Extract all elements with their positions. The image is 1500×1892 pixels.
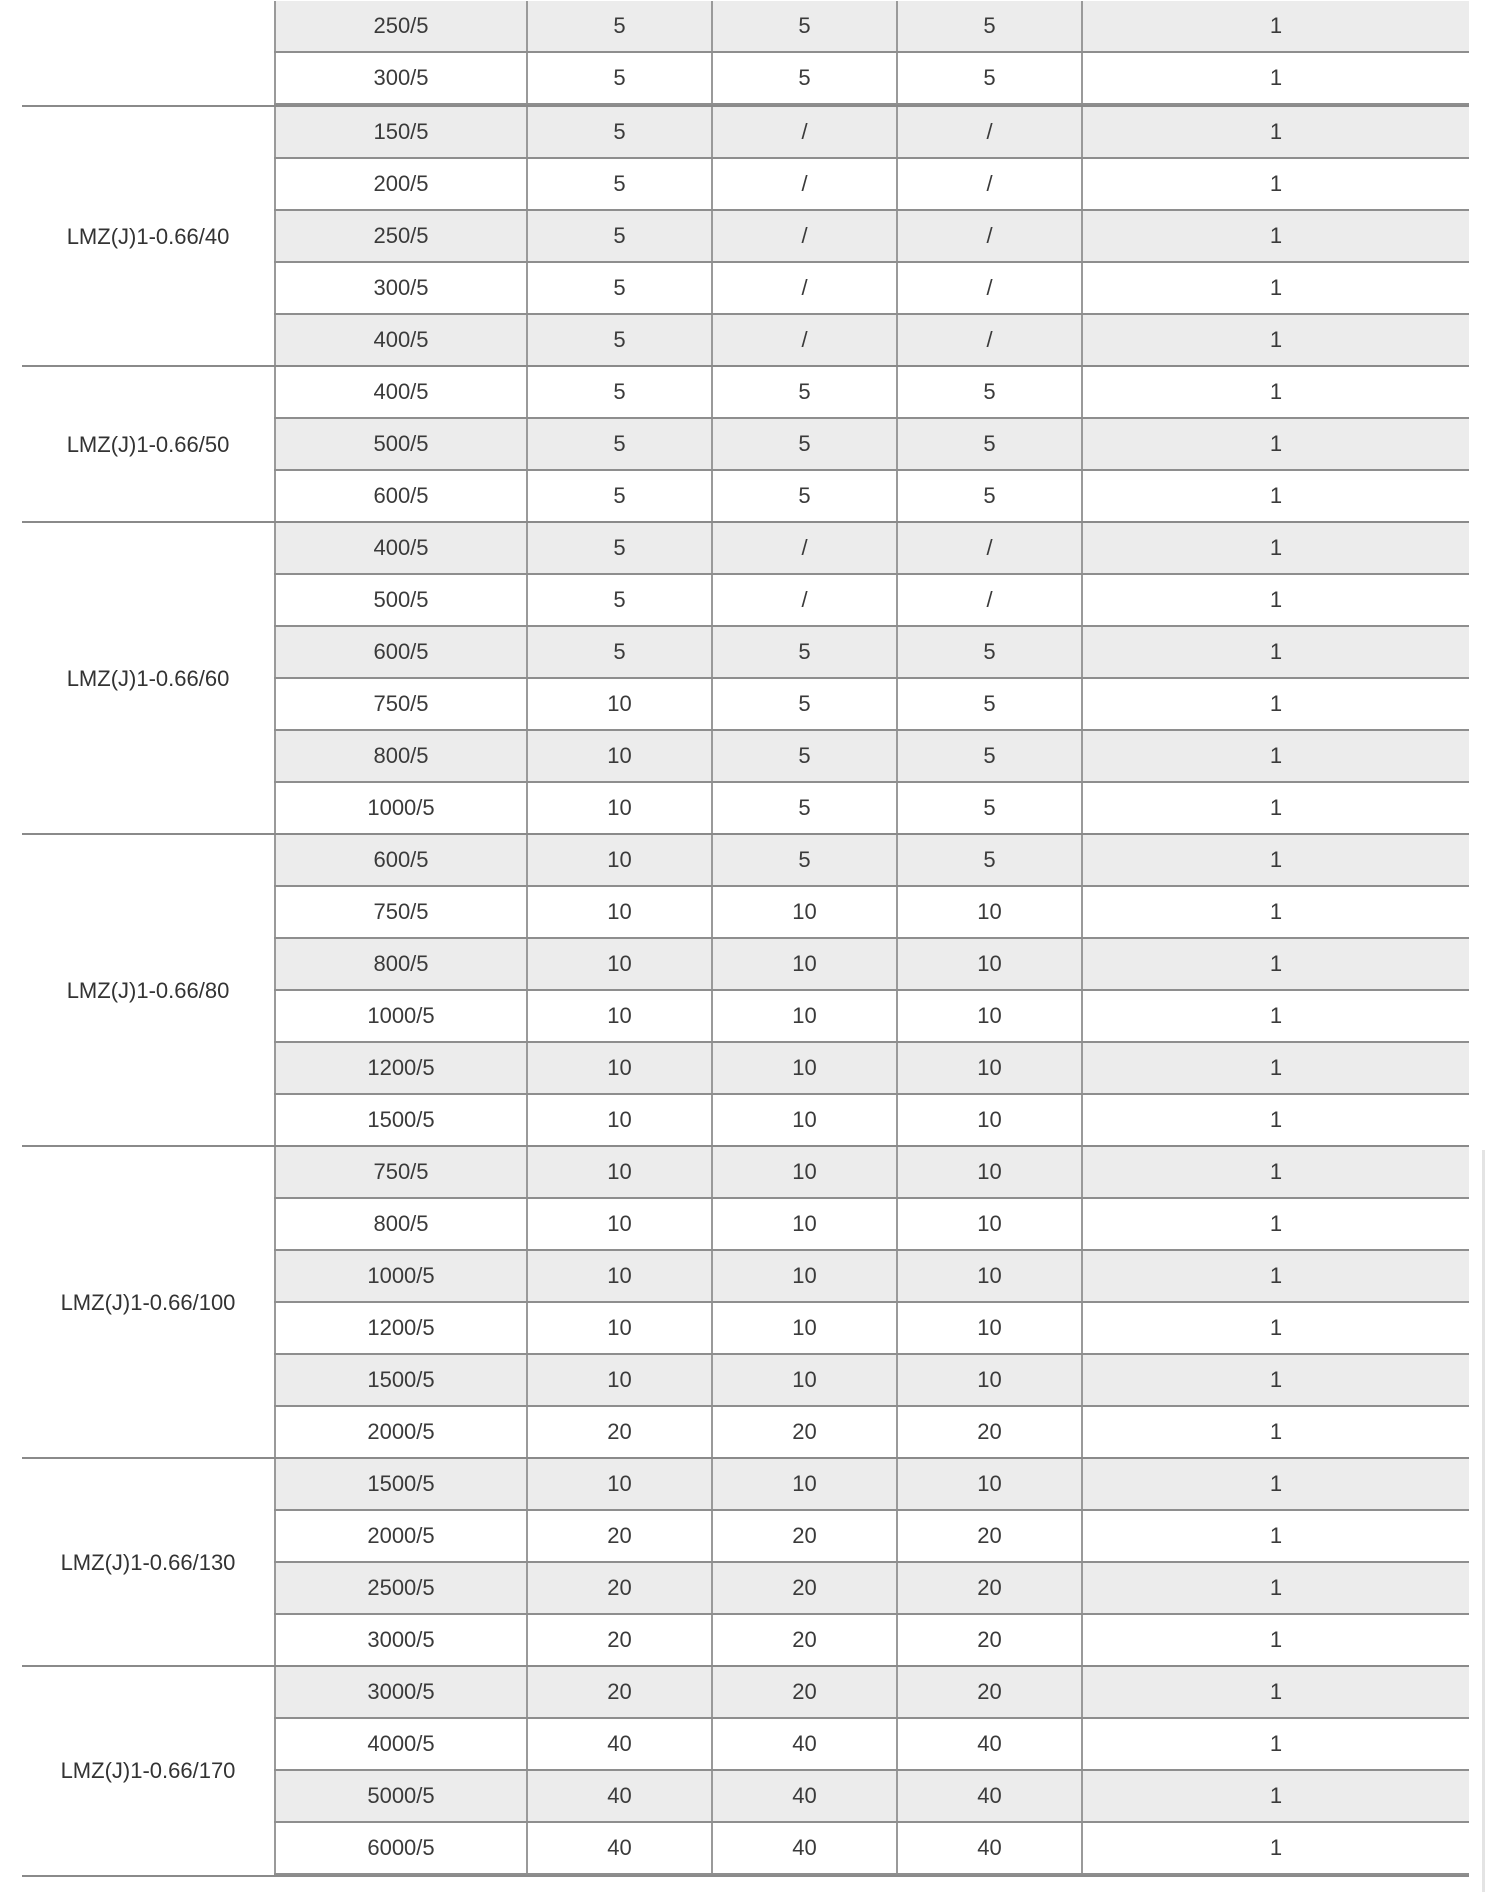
table-row [274, 107, 1469, 159]
value-cell-c: 5 [898, 1, 1083, 51]
value-cell-d: 1 [1269, 1783, 1283, 1808]
value-cell-c: 10 [898, 1147, 1083, 1197]
value-cell-d: 1 [1269, 951, 1283, 976]
value-cell-d: 1 [1269, 1835, 1283, 1860]
ratio-cell: 4000/5 [274, 1719, 528, 1769]
value-cell-d: 1 [1269, 743, 1283, 768]
value-cell-a: 40 [528, 1771, 713, 1821]
value-cell-c: / [898, 211, 1083, 261]
ratio-cell: 5000/5 [274, 1771, 528, 1821]
value-cell-c: 5 [898, 731, 1083, 781]
value-cell-a: 20 [528, 1511, 713, 1561]
value-cell-b: 40 [713, 1719, 898, 1769]
ratio-cell: 1200/5 [274, 1303, 528, 1353]
value-cell-d: 1 [1269, 1523, 1283, 1548]
table-row [274, 263, 1469, 315]
model-cell: LMZ(J)1-0.66/170 [60, 1758, 236, 1783]
value-cell-d: 1 [1269, 587, 1283, 612]
model-cell: LMZ(J)1-0.66/60 [66, 666, 230, 691]
value-cell-c: 5 [898, 367, 1083, 417]
value-cell-c: 5 [898, 471, 1083, 521]
table-row [274, 783, 1469, 835]
table-row [274, 1667, 1469, 1719]
ratio-cell: 750/5 [274, 679, 528, 729]
ratio-cell: 300/5 [274, 263, 528, 313]
value-cell-a: 5 [528, 471, 713, 521]
value-cell-a: 10 [528, 1043, 713, 1093]
value-cell-c: / [898, 523, 1083, 573]
value-cell-d: 1 [1269, 535, 1283, 560]
value-cell-d: 1 [1269, 1471, 1283, 1496]
value-cell-d: 1 [1269, 119, 1283, 144]
value-cell-b: 5 [713, 835, 898, 885]
ratio-cell: 750/5 [274, 887, 528, 937]
value-cell-c: 20 [898, 1407, 1083, 1457]
table-row [274, 575, 1469, 627]
value-cell-c: 10 [898, 1303, 1083, 1353]
value-cell-a: 10 [528, 1199, 713, 1249]
table-row [274, 1771, 1469, 1823]
value-cell-d: 1 [1269, 327, 1283, 352]
value-cell-b: 5 [713, 627, 898, 677]
value-cell-a: 10 [528, 783, 713, 833]
table-row [274, 471, 1469, 523]
value-cell-d: 1 [1269, 171, 1283, 196]
value-cell-b: 10 [713, 1199, 898, 1249]
value-cell-a: 10 [528, 1251, 713, 1301]
model-cell: LMZ(J)1-0.66/40 [66, 224, 230, 249]
model-cell: LMZ(J)1-0.66/50 [66, 432, 230, 457]
model-cell: LMZ(J)1-0.66/80 [66, 978, 230, 1003]
value-cell-a: 10 [528, 1095, 713, 1145]
table-row [274, 1719, 1469, 1771]
value-cell-c: 10 [898, 1199, 1083, 1249]
value-cell-c: / [898, 575, 1083, 625]
ratio-cell: 3000/5 [274, 1615, 528, 1665]
value-cell-a: 5 [528, 263, 713, 313]
value-cell-a: 10 [528, 1303, 713, 1353]
table-row [274, 835, 1469, 887]
value-cell-d: 1 [1269, 1367, 1283, 1392]
value-cell-a: 5 [528, 211, 713, 261]
model-group [22, 1145, 1469, 1459]
table-row [274, 1043, 1469, 1095]
value-cell-d: 1 [1269, 223, 1283, 248]
table-row [274, 1511, 1469, 1563]
value-cell-b: 5 [713, 367, 898, 417]
value-cell-c: 10 [898, 939, 1083, 989]
value-cell-a: 10 [528, 835, 713, 885]
table-row [274, 1199, 1469, 1251]
table-row [274, 731, 1469, 783]
ratio-rows [274, 1, 1469, 105]
value-cell-b: 5 [713, 1, 898, 51]
value-cell-b: 40 [713, 1823, 898, 1873]
ratio-rows [274, 1459, 1469, 1667]
ratio-cell: 500/5 [274, 419, 528, 469]
value-cell-d: 1 [1269, 1107, 1283, 1132]
table-row [274, 627, 1469, 679]
ratio-cell: 2000/5 [274, 1511, 528, 1561]
value-cell-c: 10 [898, 1251, 1083, 1301]
model-group [22, 833, 1469, 1147]
value-cell-d: 1 [1269, 639, 1283, 664]
value-cell-a: 10 [528, 1459, 713, 1509]
value-cell-b: 5 [713, 731, 898, 781]
value-cell-a: 5 [528, 159, 713, 209]
table-row [274, 419, 1469, 471]
ratio-cell: 1500/5 [274, 1459, 528, 1509]
ratio-rows [274, 367, 1469, 523]
ratio-cell: 250/5 [274, 1, 528, 51]
value-cell-b: / [713, 523, 898, 573]
value-cell-d: 1 [1269, 847, 1283, 872]
value-cell-c: 10 [898, 1355, 1083, 1405]
value-cell-d: 1 [1269, 379, 1283, 404]
model-cell: LMZ(J)1-0.66/100 [60, 1290, 236, 1315]
ratio-rows [274, 107, 1469, 367]
model-group [22, 1665, 1469, 1875]
value-cell-c: 20 [898, 1563, 1083, 1613]
value-cell-c: 5 [898, 53, 1083, 103]
value-cell-a: 5 [528, 419, 713, 469]
value-cell-a: 40 [528, 1719, 713, 1769]
value-cell-b: 20 [713, 1563, 898, 1613]
value-cell-d: 1 [1269, 1575, 1283, 1600]
value-cell-b: / [713, 159, 898, 209]
value-cell-b: 5 [713, 679, 898, 729]
value-cell-c: 10 [898, 887, 1083, 937]
value-cell-d: 1 [1269, 1731, 1283, 1756]
value-cell-a: 5 [528, 53, 713, 103]
ratio-rows [274, 835, 1469, 1147]
value-cell-b: 10 [713, 1303, 898, 1353]
model-cell [22, 1, 274, 105]
table-row [274, 1303, 1469, 1355]
value-cell-b: 10 [713, 939, 898, 989]
value-cell-a: 10 [528, 731, 713, 781]
value-cell-d: 1 [1269, 1211, 1283, 1236]
value-cell-c: 10 [898, 1095, 1083, 1145]
value-cell-a: 5 [528, 627, 713, 677]
value-cell-d: 1 [1269, 899, 1283, 924]
value-cell-d: 1 [1269, 1419, 1283, 1444]
value-cell-b: 10 [713, 1459, 898, 1509]
ratio-rows [274, 1147, 1469, 1459]
ratio-cell: 750/5 [274, 1147, 528, 1197]
value-cell-c: / [898, 107, 1083, 157]
value-cell-c: 10 [898, 1043, 1083, 1093]
value-cell-a: 20 [528, 1615, 713, 1665]
value-cell-b: / [713, 211, 898, 261]
value-cell-a: 10 [528, 939, 713, 989]
ratio-rows [274, 523, 1469, 835]
value-cell-a: 20 [528, 1563, 713, 1613]
ratio-cell: 1500/5 [274, 1095, 528, 1145]
value-cell-c: / [898, 263, 1083, 313]
table-row [274, 939, 1469, 991]
ratio-cell: 1000/5 [274, 991, 528, 1041]
ratio-cell: 400/5 [274, 523, 528, 573]
value-cell-b: 10 [713, 1043, 898, 1093]
value-cell-b: / [713, 263, 898, 313]
value-cell-a: 40 [528, 1823, 713, 1873]
value-cell-a: 5 [528, 367, 713, 417]
value-cell-a: 5 [528, 107, 713, 157]
ratio-cell: 400/5 [274, 315, 528, 365]
table-row [274, 159, 1469, 211]
value-cell-a: 5 [528, 315, 713, 365]
value-cell-a: 5 [528, 575, 713, 625]
ratio-cell: 600/5 [274, 471, 528, 521]
ratio-cell: 3000/5 [274, 1667, 528, 1717]
value-cell-c: 20 [898, 1615, 1083, 1665]
page-edge-divider [1482, 1150, 1485, 1892]
value-cell-a: 10 [528, 991, 713, 1041]
table-bottom-border [22, 1875, 1469, 1877]
table-row [274, 1095, 1469, 1147]
value-cell-d: 1 [1269, 431, 1283, 456]
value-cell-c: 5 [898, 627, 1083, 677]
value-cell-c: 5 [898, 835, 1083, 885]
ratio-cell: 1500/5 [274, 1355, 528, 1405]
value-cell-c: 5 [898, 679, 1083, 729]
ratio-cell: 500/5 [274, 575, 528, 625]
ratio-cell: 6000/5 [274, 1823, 528, 1873]
ratio-cell: 1000/5 [274, 783, 528, 833]
value-cell-b: 10 [713, 991, 898, 1041]
value-cell-c: 40 [898, 1823, 1083, 1873]
ratio-cell: 800/5 [274, 1199, 528, 1249]
model-group [22, 105, 1469, 367]
value-cell-b: 10 [713, 1251, 898, 1301]
ratio-cell: 400/5 [274, 367, 528, 417]
table-row [274, 1, 1469, 53]
value-cell-d: 1 [1269, 65, 1283, 90]
model-group [22, 521, 1469, 835]
value-cell-d: 1 [1269, 1003, 1283, 1028]
value-cell-c: 10 [898, 991, 1083, 1041]
value-cell-d: 1 [1269, 13, 1283, 38]
ratio-cell: 2000/5 [274, 1407, 528, 1457]
value-cell-a: 20 [528, 1667, 713, 1717]
ratio-rows [274, 1667, 1469, 1875]
table-row [274, 679, 1469, 731]
value-cell-c: 10 [898, 1459, 1083, 1509]
ratio-cell: 800/5 [274, 939, 528, 989]
value-cell-b: 10 [713, 887, 898, 937]
table-row [274, 53, 1469, 105]
value-cell-d: 1 [1269, 1055, 1283, 1080]
model-group [22, 365, 1469, 523]
value-cell-b: / [713, 315, 898, 365]
value-cell-c: / [898, 315, 1083, 365]
table-row [274, 1251, 1469, 1303]
value-cell-d: 1 [1269, 1627, 1283, 1652]
value-cell-b: 20 [713, 1511, 898, 1561]
table-row [274, 367, 1469, 419]
value-cell-a: 10 [528, 1355, 713, 1405]
table-row [274, 1823, 1469, 1875]
value-cell-c: 40 [898, 1719, 1083, 1769]
value-cell-c: 20 [898, 1667, 1083, 1717]
value-cell-a: 5 [528, 523, 713, 573]
ratio-cell: 250/5 [274, 211, 528, 261]
value-cell-c: 40 [898, 1771, 1083, 1821]
value-cell-d: 1 [1269, 691, 1283, 716]
value-cell-b: 10 [713, 1355, 898, 1405]
value-cell-a: 10 [528, 887, 713, 937]
table-row [274, 1615, 1469, 1667]
ratio-cell: 1200/5 [274, 1043, 528, 1093]
model-group [22, 1, 1469, 105]
value-cell-b: / [713, 575, 898, 625]
value-cell-b: 10 [713, 1147, 898, 1197]
value-cell-b: 5 [713, 53, 898, 103]
value-cell-d: 1 [1269, 1263, 1283, 1288]
value-cell-b: 5 [713, 419, 898, 469]
ratio-cell: 300/5 [274, 53, 528, 103]
value-cell-b: 20 [713, 1615, 898, 1665]
model-cell: LMZ(J)1-0.66/130 [60, 1550, 236, 1575]
value-cell-d: 1 [1269, 483, 1283, 508]
table-row [274, 315, 1469, 367]
table-row [274, 211, 1469, 263]
value-cell-c: 5 [898, 419, 1083, 469]
value-cell-c: / [898, 159, 1083, 209]
value-cell-b: 10 [713, 1095, 898, 1145]
table-row [274, 887, 1469, 939]
value-cell-d: 1 [1269, 275, 1283, 300]
model-group [22, 1457, 1469, 1667]
ratio-cell: 2500/5 [274, 1563, 528, 1613]
value-cell-d: 1 [1269, 1315, 1283, 1340]
value-cell-b: / [713, 107, 898, 157]
table-row [274, 991, 1469, 1043]
value-cell-b: 40 [713, 1771, 898, 1821]
value-cell-c: 20 [898, 1511, 1083, 1561]
value-cell-b: 20 [713, 1407, 898, 1457]
value-cell-c: 5 [898, 783, 1083, 833]
table-row [274, 1459, 1469, 1511]
table-row [274, 523, 1469, 575]
table-row [274, 1407, 1469, 1459]
ratio-cell: 1000/5 [274, 1251, 528, 1301]
ratio-cell: 600/5 [274, 835, 528, 885]
ratio-cell: 600/5 [274, 627, 528, 677]
value-cell-a: 5 [528, 1, 713, 51]
value-cell-b: 20 [713, 1667, 898, 1717]
value-cell-d: 1 [1269, 795, 1283, 820]
ratio-cell: 200/5 [274, 159, 528, 209]
value-cell-d: 1 [1269, 1159, 1283, 1184]
value-cell-a: 10 [528, 679, 713, 729]
value-cell-a: 20 [528, 1407, 713, 1457]
table-row [274, 1355, 1469, 1407]
value-cell-b: 5 [713, 471, 898, 521]
table-row [274, 1147, 1469, 1199]
value-cell-b: 5 [713, 783, 898, 833]
ratio-cell: 800/5 [274, 731, 528, 781]
table-row [274, 1563, 1469, 1615]
ratio-cell: 150/5 [274, 107, 528, 157]
value-cell-a: 10 [528, 1147, 713, 1197]
value-cell-d: 1 [1269, 1679, 1283, 1704]
